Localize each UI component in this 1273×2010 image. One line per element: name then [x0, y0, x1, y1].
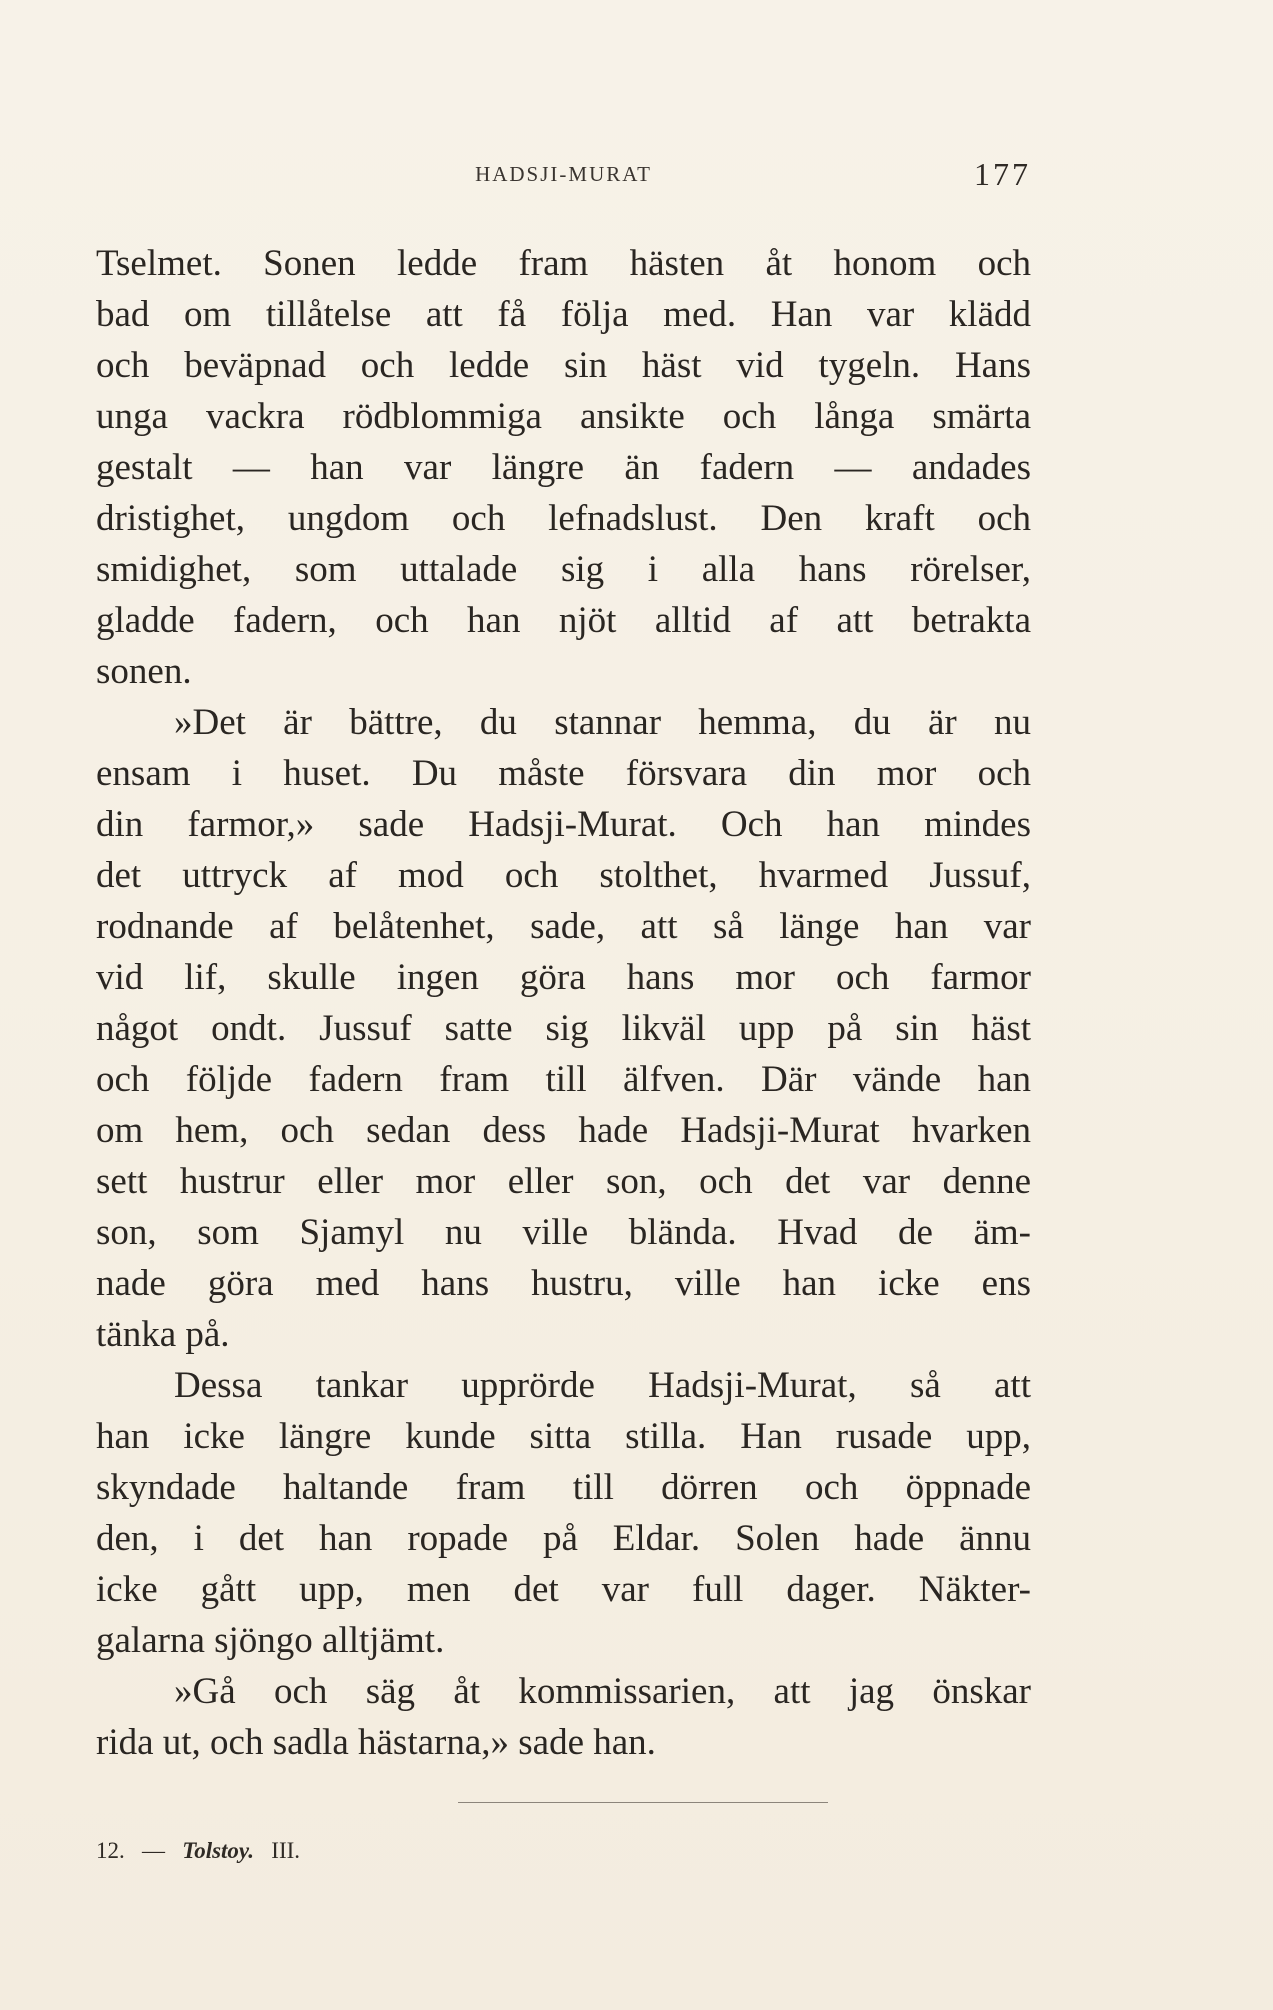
text-line: smidighet, som uttalade sig i alla hans rörelser, — [96, 549, 1031, 590]
text-line: »Gå och säg åt kommissarien, att jag önskar — [174, 1671, 1031, 1712]
text-line: »Det är bättre, du stannar hemma, du är nu — [174, 702, 1031, 743]
running-title: HADSJI-MURAT — [475, 162, 652, 186]
page-number: 177 — [974, 156, 1031, 192]
footer-rule — [458, 1802, 828, 1803]
running-head — [96, 156, 1031, 202]
text-line: Dessa tankar upprörde Hadsji-Murat, så att — [174, 1365, 1031, 1406]
text-line: unga vackra rödblommiga ansikte och långa smärta — [96, 396, 1031, 437]
text-line: Tselmet. Sonen ledde fram hästen åt honom och — [96, 243, 1031, 284]
text-line: skyndade haltande fram till dörren och öppnade — [96, 1467, 1031, 1508]
text-line: sett hustrur eller mor eller son, och det var denne — [96, 1161, 1031, 1202]
text-line: gladde fadern, och han njöt alltid af att betrakta — [96, 600, 1031, 641]
text-line: rodnande af belåtenhet, sade, att så länge han var — [96, 906, 1031, 947]
text-line: icke gått upp, men det var full dager. Näkter- — [96, 1569, 1031, 1610]
text-line: och följde fadern fram till älfven. Där vände han — [96, 1059, 1031, 1100]
text-line: rida ut, och sadla hästarna,» sade han. — [96, 1722, 656, 1763]
signature-volume: III. — [271, 1838, 301, 1863]
text-line: om hem, och sedan dess hade Hadsji-Murat hvarken — [96, 1110, 1031, 1151]
text-line: något ondt. Jussuf satte sig likväl upp på sin häst — [96, 1008, 1031, 1049]
text-line: och beväpnad och ledde sin häst vid tygeln. Hans — [96, 345, 1031, 386]
printer-signature — [96, 1838, 300, 1864]
text-line: vid lif, skulle ingen göra hans mor och farmor — [96, 957, 1031, 998]
text-line: bad om tillåtelse att få följa med. Han var klädd — [96, 294, 1031, 335]
signature-title: Tolstoy. — [182, 1838, 255, 1863]
text-line: son, som Sjamyl nu ville blända. Hvad de äm- — [96, 1212, 1031, 1253]
text-line: ensam i huset. Du måste försvara din mor och — [96, 753, 1031, 794]
text-line: det uttryck af mod och stolthet, hvarmed Jussuf, — [96, 855, 1031, 896]
signature-dash: — — [142, 1838, 165, 1863]
text-line: den, i det han ropade på Eldar. Solen hade ännu — [96, 1518, 1031, 1559]
text-line: han icke längre kunde sitta stilla. Han rusade upp, — [96, 1416, 1031, 1457]
text-line: din farmor,» sade Hadsji-Murat. Och han mindes — [96, 804, 1031, 845]
body-text — [96, 238, 1031, 1768]
text-line: tänka på. — [96, 1314, 230, 1355]
text-line: gestalt — han var längre än fadern — andades — [96, 447, 1031, 488]
text-line: sonen. — [96, 651, 192, 692]
text-line: galarna sjöngo alltjämt. — [96, 1620, 445, 1661]
text-line: nade göra med hans hustru, ville han icke ens — [96, 1263, 1031, 1304]
text-line: dristighet, ungdom och lefnadslust. Den kraft och — [96, 498, 1031, 539]
signature-number: 12. — [96, 1838, 125, 1863]
